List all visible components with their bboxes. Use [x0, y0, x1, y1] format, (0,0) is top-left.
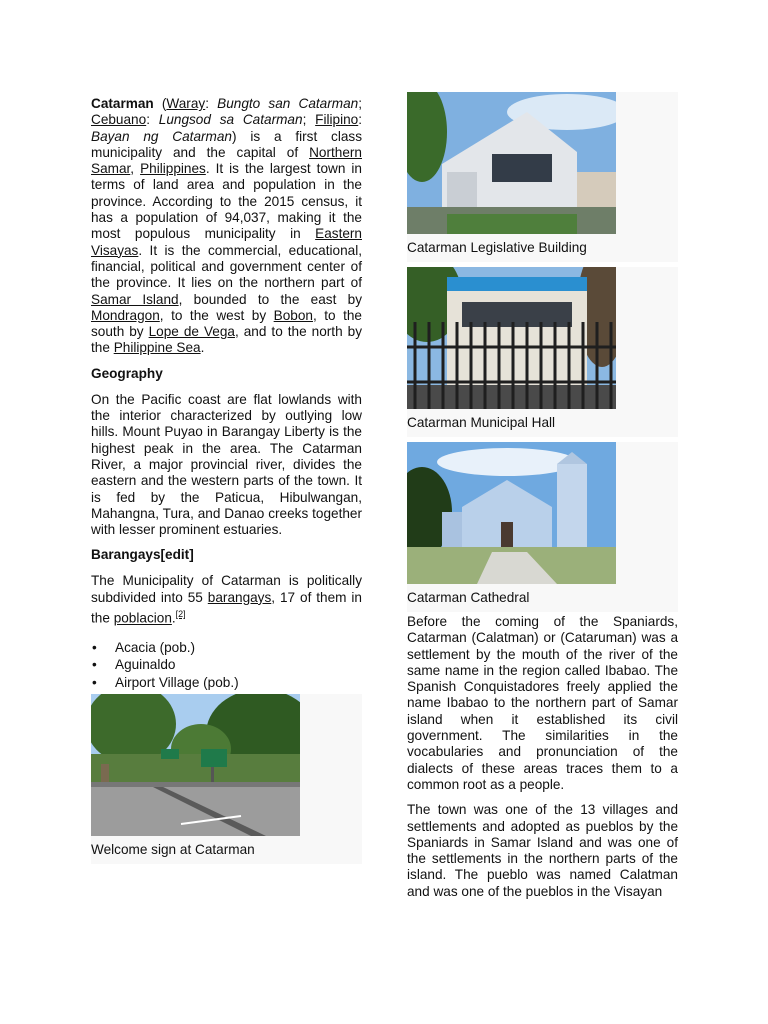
list-item: • Airport Village (pob.)	[115, 674, 362, 692]
cathedral-caption: Catarman Cathedral	[407, 590, 530, 605]
inline-link[interactable]: Philippines	[140, 161, 206, 177]
intro-text: :	[205, 96, 218, 111]
intro-text: ;	[302, 112, 316, 128]
intro-text: ;	[358, 96, 362, 111]
intro-text: Bayan ng Catarman	[91, 128, 232, 144]
edit-link[interactable]: [edit]	[160, 547, 194, 563]
barangays-link[interactable]: barangays	[207, 589, 272, 605]
welcome-sign-photo	[91, 694, 300, 836]
geography-paragraph: On the Pacific coast are flat lowlands with the interior characterized by outlying low hills. Mount Puyao in Barangay Liberty is the highest peak in the area. The Catarman River, a major provincial river, divides the eastern and the western parts of the town. It is fed by the Paticua, Hibulwangan, Mahangna, Tura, and Danao creeks together with lesser prominent estuaries.	[91, 391, 362, 538]
legislative-building-figure	[407, 92, 678, 262]
history-paragraph-2: The town was one of the 13 villages and settlements and adopted as pueblos by the Spaniards in Samar Island and was one of the settlements in the northern parts of the island. The pueblo was named Calatman and was one of the pueblos in the Visayan	[407, 802, 678, 899]
geography-heading: Geography	[91, 365, 163, 381]
inline-link[interactable]: Waray	[166, 96, 206, 111]
municipal-hall-caption: Catarman Municipal Hall	[407, 415, 556, 430]
inline-link[interactable]: Lope de Vega	[148, 324, 235, 340]
intro-paragraph	[91, 96, 362, 357]
intro-text: . It is the commercial, educational, financial, political and government center of the province. It lies on the northern part of	[91, 242, 362, 291]
article-title: Catarman	[91, 96, 154, 111]
inline-link[interactable]: Bobon	[273, 307, 313, 323]
intro-text: . It is the largest town in terms of land area and population in the province. According to the 2015 census, it has a population of 94,037, making it the most populous municipality in	[91, 161, 362, 242]
inline-link[interactable]: Cebuano	[91, 112, 147, 128]
intro-text: :	[358, 112, 362, 128]
intro-text: , to the south by	[91, 307, 362, 340]
municipal-hall-figure	[407, 267, 678, 437]
intro-text: ,	[130, 161, 141, 177]
barangay-list	[91, 639, 362, 692]
cathedral-photo	[407, 442, 616, 584]
intro-text: Bungto san Catarman	[217, 96, 359, 111]
inline-link[interactable]: Samar Island	[91, 291, 179, 307]
poblacion-link[interactable]: poblacion	[113, 610, 172, 626]
legislative-building-photo	[407, 92, 616, 234]
legislative-building-caption: Catarman Legislative Building	[407, 240, 587, 255]
intro-text: (	[153, 96, 167, 111]
list-item: • Aguinaldo	[115, 656, 362, 674]
intro-text: , bounded to the east by	[178, 291, 363, 307]
welcome-sign-caption: Welcome sign at Catarman	[91, 841, 255, 857]
intro-text: :	[146, 112, 159, 128]
intro-text: ) is a first class municipality and the capital of	[91, 128, 362, 160]
inline-link[interactable]: Northern Samar	[91, 144, 362, 177]
history-paragraph-1: Before the coming of the Spaniards, Catarman (Calatman) or (Cataruman) was a settlement by the mouth of the river of the same name in the region called Ibabao. The Spanish Conquistadores freely applied the name Ibabao to the northern part of Samar island when it established its civil government. The similarities in the vocabularies and pronunciation of the dialects of these areas traces them to a common root as a people.	[407, 614, 678, 792]
inline-link[interactable]: Eastern Visayas	[91, 226, 362, 258]
inline-link[interactable]: Philippine Sea	[113, 340, 201, 356]
intro-text: Lungsod sa Catarman	[158, 112, 303, 128]
intro-text: , and to the north by the	[91, 324, 362, 356]
intro-text: .	[200, 340, 205, 356]
list-item: • Acacia (pob.)	[115, 639, 362, 657]
barangays-paragraph: The Municipality of Catarman is politically subdivided into 55 barangays, 17 of them in the poblacion.[2]	[91, 573, 362, 626]
municipal-hall-photo	[407, 267, 616, 409]
inline-link[interactable]: Filipino	[315, 112, 359, 128]
cathedral-figure	[407, 442, 678, 612]
intro-text: , to the west by	[159, 307, 274, 323]
inline-link[interactable]: Mondragon	[91, 307, 160, 323]
left-column	[91, 96, 362, 864]
barangays-heading: Barangays[edit]	[91, 547, 194, 563]
reference-link[interactable]: [2]	[175, 609, 186, 620]
welcome-sign-figure	[91, 694, 362, 864]
right-column	[407, 92, 678, 909]
